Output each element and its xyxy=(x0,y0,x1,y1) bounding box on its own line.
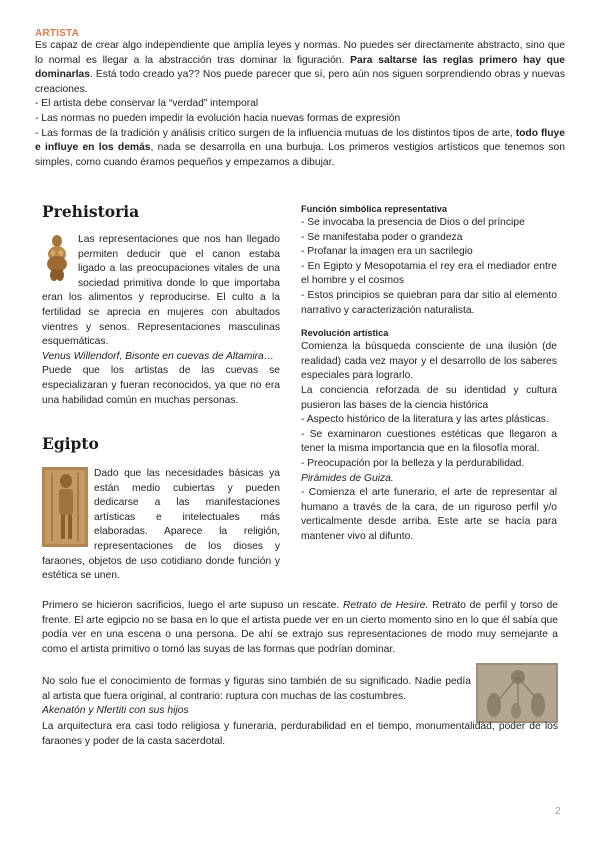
bottom-paragraph-3: La arquitectura era casi todo religiosa y funeraria, perdurabilidad en el tiempo, monumentalidad, poder de los faraones y poder de la casta sacerdotal. xyxy=(42,721,558,747)
egyptian-relief-icon xyxy=(42,467,88,547)
funcion-item: - Profanar la imagen era un sacrilegio xyxy=(301,246,473,258)
bottom-paragraph-1: Primero se hicieron sacrificios, luego el arte supuso un rescate. Retrato de Hesire. Retrato de perfil y torso de frente. El arte egipcio no se basa en lo que el artista puede ver en un cierto momento sino en lo que él sabía que podía ver en una escena o una persona. De ahí se extrajo sus representaciones de modo muy semejante a como el artista primitivo o tomó las suyas de las formas que podrían dominar. xyxy=(42,600,558,655)
funcion-item: - En Egipto y Mesopotamia el rey era el mediador entre el hombre y el cosmos xyxy=(301,260,557,287)
prehistoria-heading: Prehistoria xyxy=(42,202,140,221)
venus-willendorf-image xyxy=(42,233,72,283)
intro-paragraph: Es capaz de crear algo independiente que amplía leyes y normas. No puedes ser directamente abstracto, sino que lo normal es llegar a la abstracción tras dominar la figuración. Para saltarse las reglas primero hay que dominarlas. Está todo creado ya?? Nos puede parecer que sí, pero aún nos siguen sorprendiendo obras y nuevas creaciones. xyxy=(35,40,565,95)
revolucion-paragraph: - Aspecto histórico de la literatura y las artes plásticas. xyxy=(301,414,549,426)
egyptian-relief-image xyxy=(42,467,88,547)
venus-figurine-icon xyxy=(42,233,72,283)
revolucion-paragraph: Comienza la búsqueda consciente de una ilusión (de realidad) cada vez mayor y el desarrollo de los saberes especiales para lograrlo. xyxy=(301,341,557,382)
egipto-heading: Egipto xyxy=(42,434,99,453)
intro-section xyxy=(35,28,565,170)
revolucion-heading: Revolución artística xyxy=(301,328,389,339)
funcion-item: - Estos principios se quiebran para dar sitio al elemento narrativo y caracterización naturalista. xyxy=(301,289,557,316)
revolucion-paragraph: La conciencia reforzada de su identidad y cultura pusieron las bases de la ciencia histórica xyxy=(301,384,557,411)
egipto-paragraph: Dado que las necesidades básicas ya están medio cubiertas y pueden dedicarse a las manifestaciones artísticas e intelectuales más elaboradas. Aparece la religión, representaciones de los dioses y faraones, objetos de uso cotidiano donde función y estética se unen. xyxy=(42,468,280,582)
prehistoria-paragraph-2: Puede que los artistas de las cuevas se especializaran y fueran reconocidos, ya que no era una habilidad común en muchas personas. xyxy=(42,365,280,406)
page-number: 2 xyxy=(555,806,561,817)
funcion-item: - Se invocaba la presencia de Dios o del príncipe xyxy=(301,217,525,228)
revolucion-paragraph: - Se examinaron cuestiones estéticas que llegaron a tener la misma importancia que en la filosofía moral. xyxy=(301,428,557,455)
intro-bullet: - Las normas no pueden impedir la evolución hacia nuevas formas de expresión xyxy=(35,112,401,124)
prehistoria-caption: Venus Willendorf, Bisonte en cuevas de Altamira… xyxy=(42,350,275,362)
funcion-item: - Se manifestaba poder o grandeza xyxy=(301,231,463,243)
section-kicker: ARTISTA xyxy=(35,28,79,39)
revolucion-caption: Pirámides de Guiza. xyxy=(301,472,394,484)
prehistoria-section xyxy=(42,202,280,408)
intro-bullet: - Las formas de la tradición y análisis crítico surgen de la influencia mutuas de los distintos tipos de arte, todo fluye e influye en los demás, nada se desarrolla en una burbuja. Los primeros vestigios artísticos que tenemos son simples, como cuando éramos pequeños y empezamos a dibujar. xyxy=(35,127,565,168)
revolucion-paragraph: - Comienza el arte funerario, el arte de representar al humano a través de la cara, de un riguroso perfil y/o verticalmente desde arriba. Este arte se hacía para mantener vivo al difunto. xyxy=(301,487,557,542)
relief-stone-icon xyxy=(476,663,558,723)
egipto-section xyxy=(42,434,280,584)
akenaton-relief-image xyxy=(476,663,558,723)
bottom-paragraph-2: No solo fue el conocimiento de formas y figuras sino también de su significado. Nadie pedía al artista que fuera original, al contrario: ruptura con muchas de las costumbres. Akenatón y Nfertiti con sus hijos xyxy=(42,675,471,719)
funcion-heading: Función simbólica representativa xyxy=(301,204,448,214)
intro-bullet: - El artista debe conservar la “verdad” intemporal xyxy=(35,98,259,110)
revolucion-paragraph: - Preocupación por la belleza y la perdurabilidad. xyxy=(301,457,525,469)
akenaton-caption: Akenatón y Nfertiti con sus hijos xyxy=(42,705,189,717)
right-column xyxy=(301,204,557,544)
prehistoria-paragraph: Las representaciones que nos han llegado permiten deducir que el canon estaba ligado a las preocupaciones vitales de una sociedad primitiva donde lo que importaba eran los alimentos y reproducirse. El culto a la fertilidad se aprecia en mujeres con abultados vientres y senos. Representaciones masculinas esquemáticas. xyxy=(42,234,280,348)
